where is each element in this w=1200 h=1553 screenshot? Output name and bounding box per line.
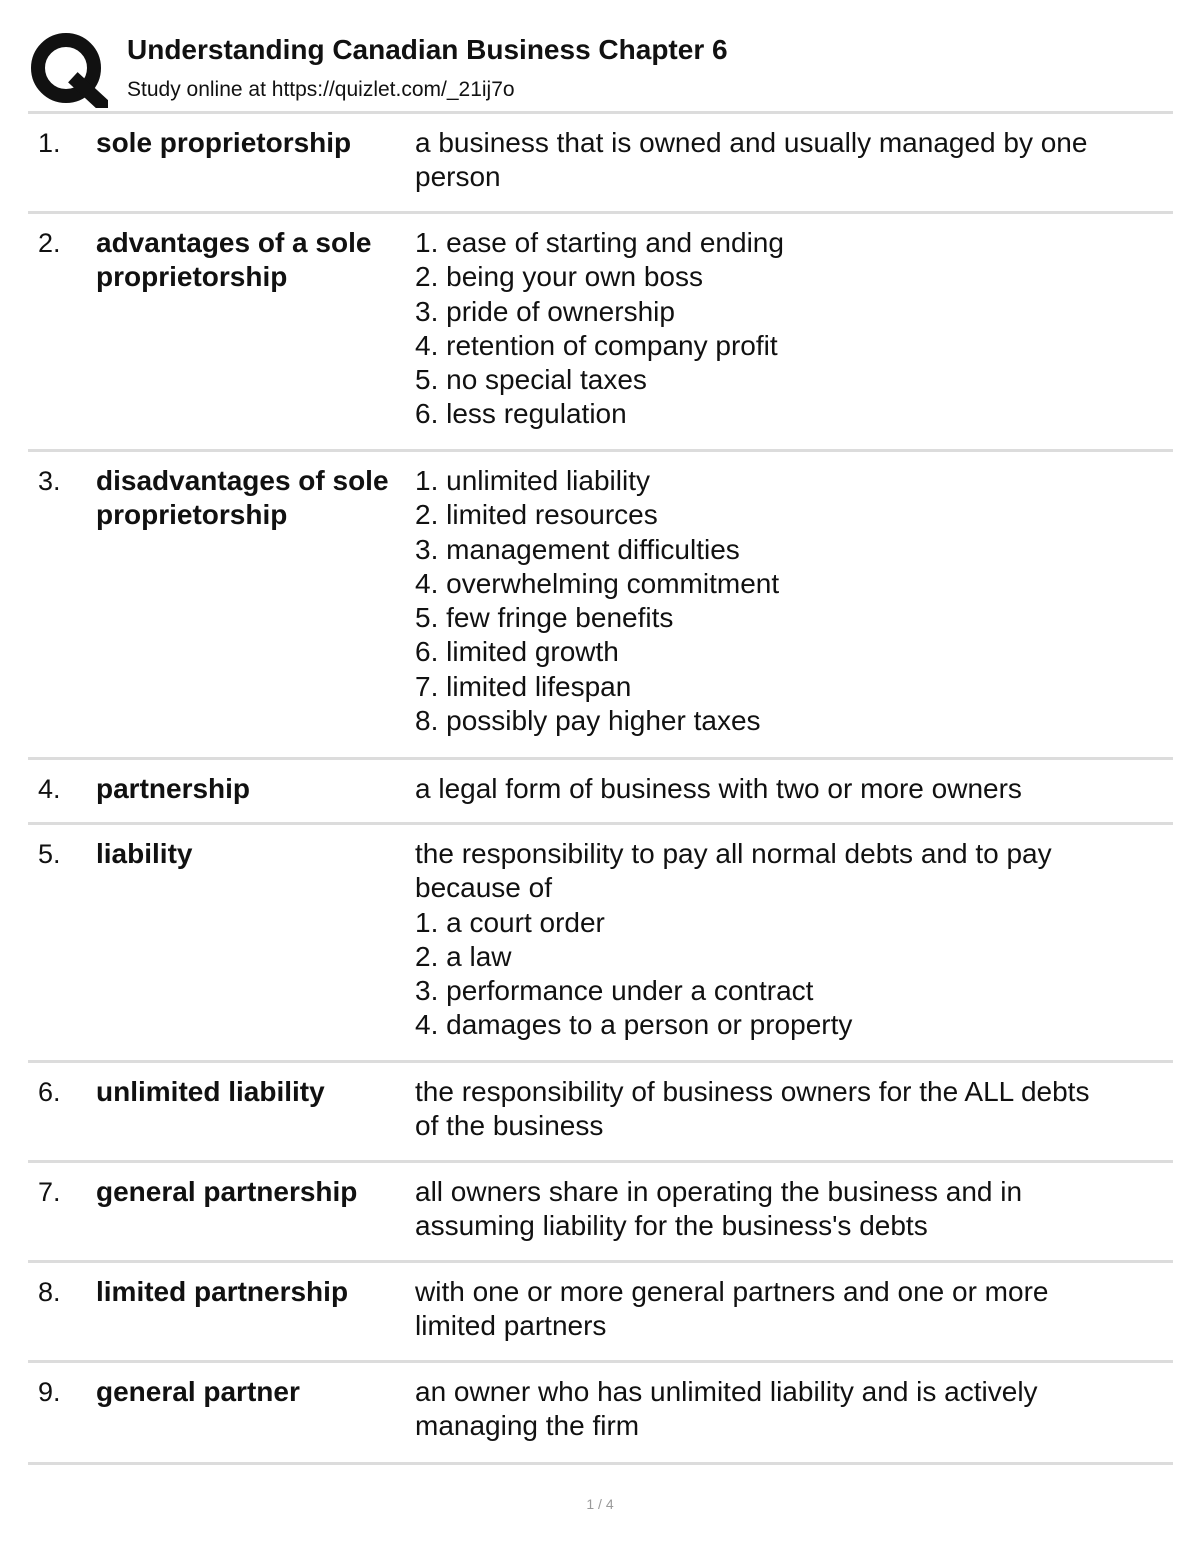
definition-line: 2. a law <box>415 940 512 972</box>
definition-line: 1. unlimited liability <box>415 465 650 496</box>
card-definition <box>415 772 1175 806</box>
definition-line: 3. management difficulties <box>415 533 740 565</box>
definition-line: a business that is owned and usually managed by one <box>415 127 1088 158</box>
card-definition <box>415 1375 1175 1444</box>
flashcard-row <box>28 760 1173 825</box>
definition-line: 5. no special taxes <box>415 364 647 396</box>
card-term: general partnership <box>96 1176 358 1207</box>
flashcard-row <box>28 1063 1173 1163</box>
card-number: 8. <box>38 1277 61 1307</box>
definition-line: 4. retention of company profit <box>415 329 778 361</box>
flashcard-row <box>28 1163 1173 1263</box>
definition-line: person <box>415 161 501 193</box>
definition-line: 8. possibly pay higher taxes <box>415 705 761 737</box>
flashcard-row <box>28 825 1173 1063</box>
card-term: disadvantages of sole proprietorship <box>96 465 389 531</box>
definition-line: the responsibility to pay all normal debts and to pay <box>415 838 1052 869</box>
card-term: advantages of a sole proprietorship <box>96 227 372 293</box>
card-term: unlimited liability <box>96 1076 325 1107</box>
definition-line: 1. a court order <box>415 906 605 938</box>
definition-line: 6. less regulation <box>415 398 627 430</box>
card-definition <box>415 464 1175 738</box>
definition-line: limited partners <box>415 1310 607 1342</box>
definition-line: 5. few fringe benefits <box>415 602 674 634</box>
flashcard-row <box>28 1263 1173 1363</box>
flashcard-row <box>28 214 1173 452</box>
card-term: general partner <box>96 1376 300 1407</box>
card-number: 4. <box>38 774 61 804</box>
definition-line: managing the firm <box>415 1410 640 1442</box>
card-term: sole proprietorship <box>96 127 352 158</box>
flashcard-row <box>28 114 1173 214</box>
card-number: 3. <box>38 466 61 496</box>
flashcard-list <box>28 114 1173 1465</box>
definition-line: with one or more general partners and one or more <box>415 1276 1049 1307</box>
card-number: 7. <box>38 1177 61 1207</box>
definition-line: 4. overwhelming commitment <box>415 567 780 599</box>
definition-line: a legal form of business with two or more owners <box>415 773 1022 804</box>
card-definition <box>415 837 1175 1043</box>
definition-line: 6. limited growth <box>415 636 619 668</box>
card-term: liability <box>96 838 193 869</box>
flashcard-row <box>28 452 1173 760</box>
definition-line: 7. limited lifespan <box>415 670 632 702</box>
card-number: 9. <box>38 1377 61 1407</box>
definition-line: of the business <box>415 1110 604 1142</box>
page-title: Understanding Canadian Business Chapter 6 <box>127 34 728 65</box>
card-number: 5. <box>38 839 61 869</box>
definition-line: 2. limited resources <box>415 499 658 531</box>
definition-line: assuming liability for the business's debts <box>415 1210 928 1242</box>
card-term: partnership <box>96 773 251 804</box>
card-term: limited partnership <box>96 1276 349 1307</box>
page-header <box>30 30 1172 110</box>
page-indicator: 1 / 4 <box>586 1496 614 1512</box>
definition-line: 4. damages to a person or property <box>415 1009 853 1041</box>
card-definition <box>415 1075 1175 1144</box>
study-online-link[interactable]: Study online at https://quizlet.com/_21ij7o <box>127 78 515 101</box>
definition-line: 2. being your own boss <box>415 261 703 293</box>
definition-line: an owner who has unlimited liability and is actively <box>415 1376 1038 1407</box>
card-definition <box>415 226 1175 432</box>
quizlet-q-logo-icon <box>30 30 108 108</box>
card-definition <box>415 1275 1175 1344</box>
card-definition <box>415 1175 1175 1244</box>
definition-line: 1. ease of starting and ending <box>415 227 784 258</box>
definition-line: 3. performance under a contract <box>415 975 814 1007</box>
card-definition <box>415 126 1175 195</box>
definition-line: all owners share in operating the business and in <box>415 1176 1023 1207</box>
definition-line: the responsibility of business owners for the ALL debts <box>415 1076 1090 1107</box>
definition-line: 3. pride of ownership <box>415 295 675 327</box>
card-number: 6. <box>38 1077 61 1107</box>
flashcard-row <box>28 1363 1173 1465</box>
card-number: 1. <box>38 128 61 158</box>
card-number: 2. <box>38 228 61 258</box>
definition-line: because of <box>415 872 552 904</box>
